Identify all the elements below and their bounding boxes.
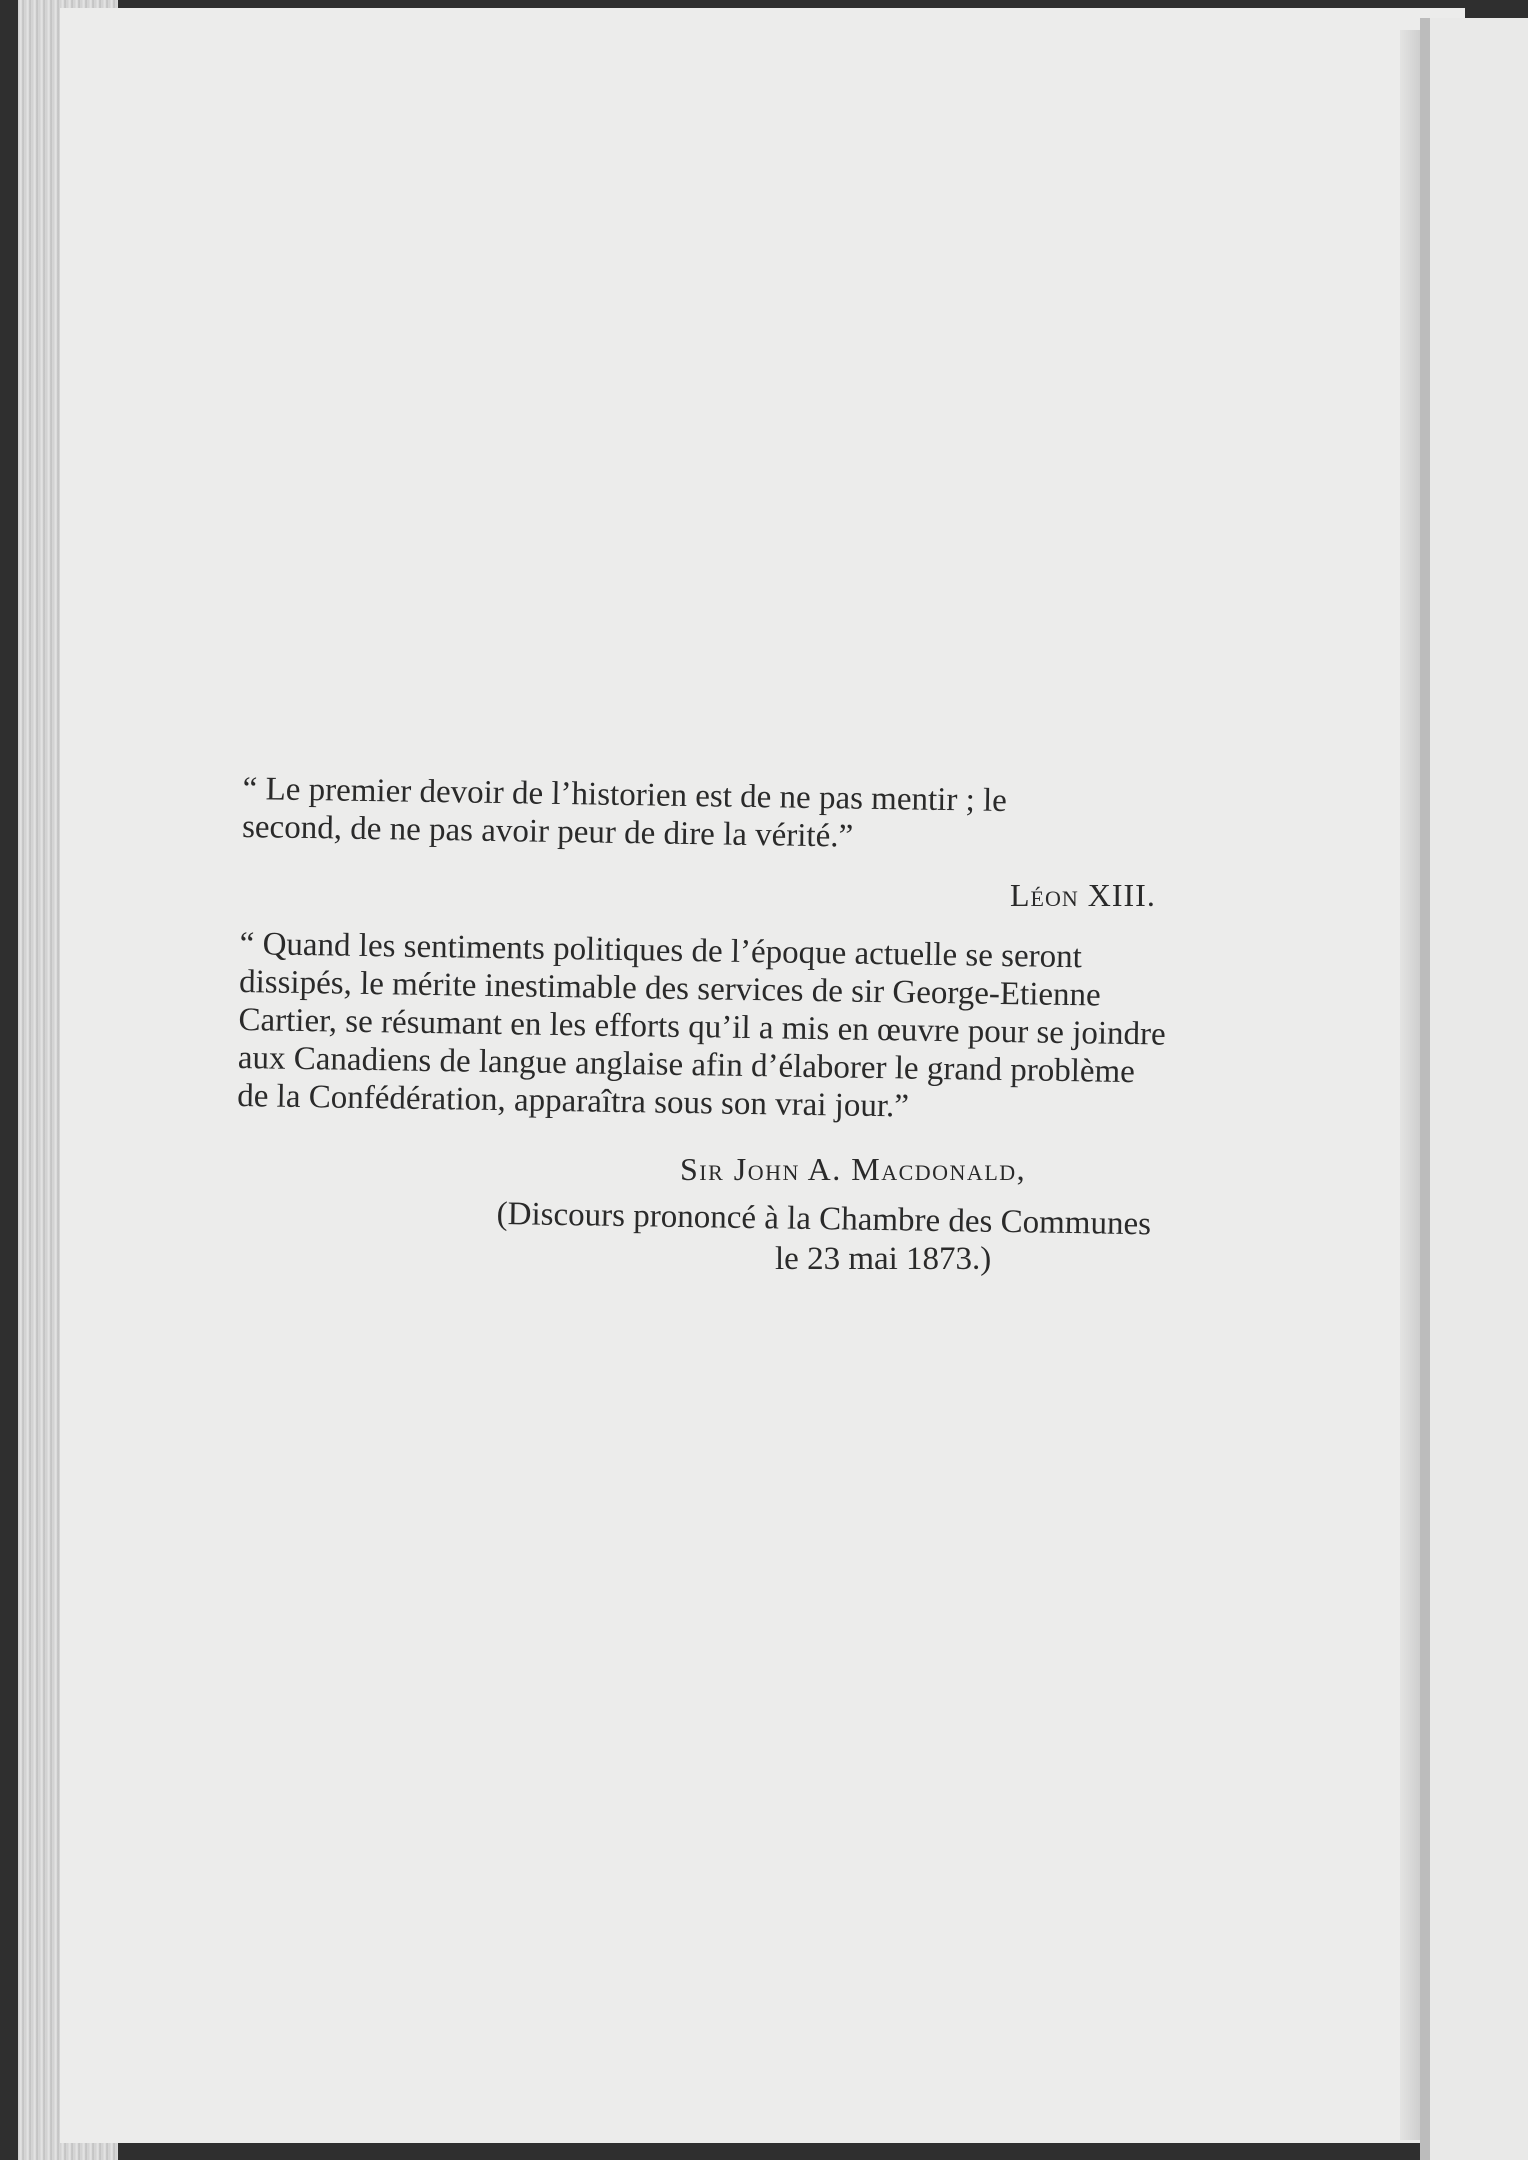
quote-1-line-1: “ Le premier devoir de l’historien est de ne pas mentir ; le bbox=[242, 770, 1008, 819]
quote-2-attribution: Sir John A. Macdonald, bbox=[680, 1151, 1027, 1187]
quote-1-line-2: second, de ne pas avoir peur de dire la vérité.” bbox=[241, 808, 854, 855]
quote-2-line: Cartier, se résumant en les efforts qu’il a mis en œuvre pour se joindre bbox=[238, 1001, 1166, 1053]
epigraph-quote-2 bbox=[237, 925, 1250, 1131]
quote-2-source: (Discours prononcé à la Chambre des Communes bbox=[496, 1195, 1152, 1243]
quote-2-date: le 23 mai 1873.) bbox=[775, 1241, 992, 1277]
epigraph-quote-1 bbox=[242, 770, 1253, 862]
quote-1-attribution: Léon XIII. bbox=[1010, 877, 1156, 913]
quote-2-line: aux Canadiens de langue anglaise afin d’élaborer le grand problème bbox=[237, 1039, 1136, 1091]
quote-2-line: “ Quand les sentiments politiques de l’époque actuelle se seront bbox=[239, 925, 1083, 976]
facing-page-edge bbox=[1420, 18, 1528, 2160]
quote-2-line: de la Confédération, apparaîtra sous son vrai jour.” bbox=[237, 1077, 910, 1125]
quote-2-line: dissipés, le mérite inestimable des services de sir George-Etienne bbox=[238, 963, 1101, 1014]
